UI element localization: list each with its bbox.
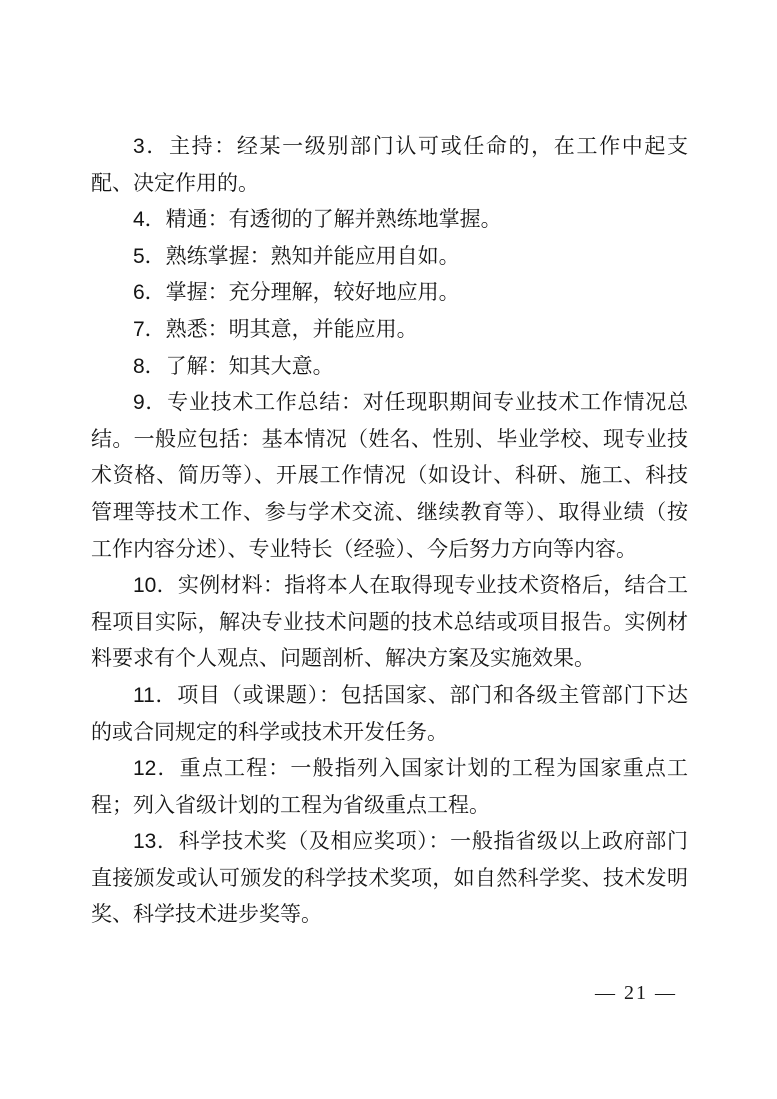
- definition-item-3: 3．主持：经某一级别部门认可或任命的，在工作中起支配、决定作用的。: [91, 135, 688, 195]
- definition-item-6: 6．掌握：充分理解，较好地应用。: [133, 281, 460, 305]
- definition-item-8: 8．了解：知其大意。: [133, 354, 334, 378]
- definition-item-7: 7．熟悉：明其意，并能应用。: [133, 317, 418, 341]
- definitions-text-block: [91, 129, 688, 934]
- page-number: — 21 —: [595, 982, 677, 1004]
- definition-item-9: 9．专业技术工作总结：对任现职期间专业技术工作情况总结。一般应包括：基本情况（姓名、性别、毕业学校、现专业技术资格、简历等）、开展工作情况（如设计、科研、施工、科技管理等技术工作、参与学术交流、继续教育等）、取得业绩（按工作内容分述）、专业特长（经验）、今后努力方向等内容。: [91, 391, 688, 561]
- definition-item-10: 10．实例材料：指将本人在取得现专业技术资格后，结合工程项目实际，解决专业技术问题的技术总结或项目报告。实例材料要求有个人观点、问题剖析、解决方案及实施效果。: [91, 574, 688, 671]
- definition-item-5: 5．熟练掌握：熟知并能应用自如。: [133, 244, 460, 268]
- definition-item-4: 4．精通：有透彻的了解并熟练地掌握。: [133, 208, 502, 232]
- definition-item-11: 11．项目（或课题）：包括国家、部门和各级主管部门下达的或合同规定的科学或技术开发任务。: [91, 683, 688, 744]
- definition-item-13: 13．科学技术奖（及相应奖项）：一般指省级以上政府部门直接颁发或认可颁发的科学技术奖项，如自然科学奖、技术发明奖、科学技术进步奖等。: [91, 830, 688, 927]
- definition-item-12: 12．重点工程：一般指列入国家计划的工程为国家重点工程；列入省级计划的工程为省级重点工程。: [91, 757, 688, 817]
